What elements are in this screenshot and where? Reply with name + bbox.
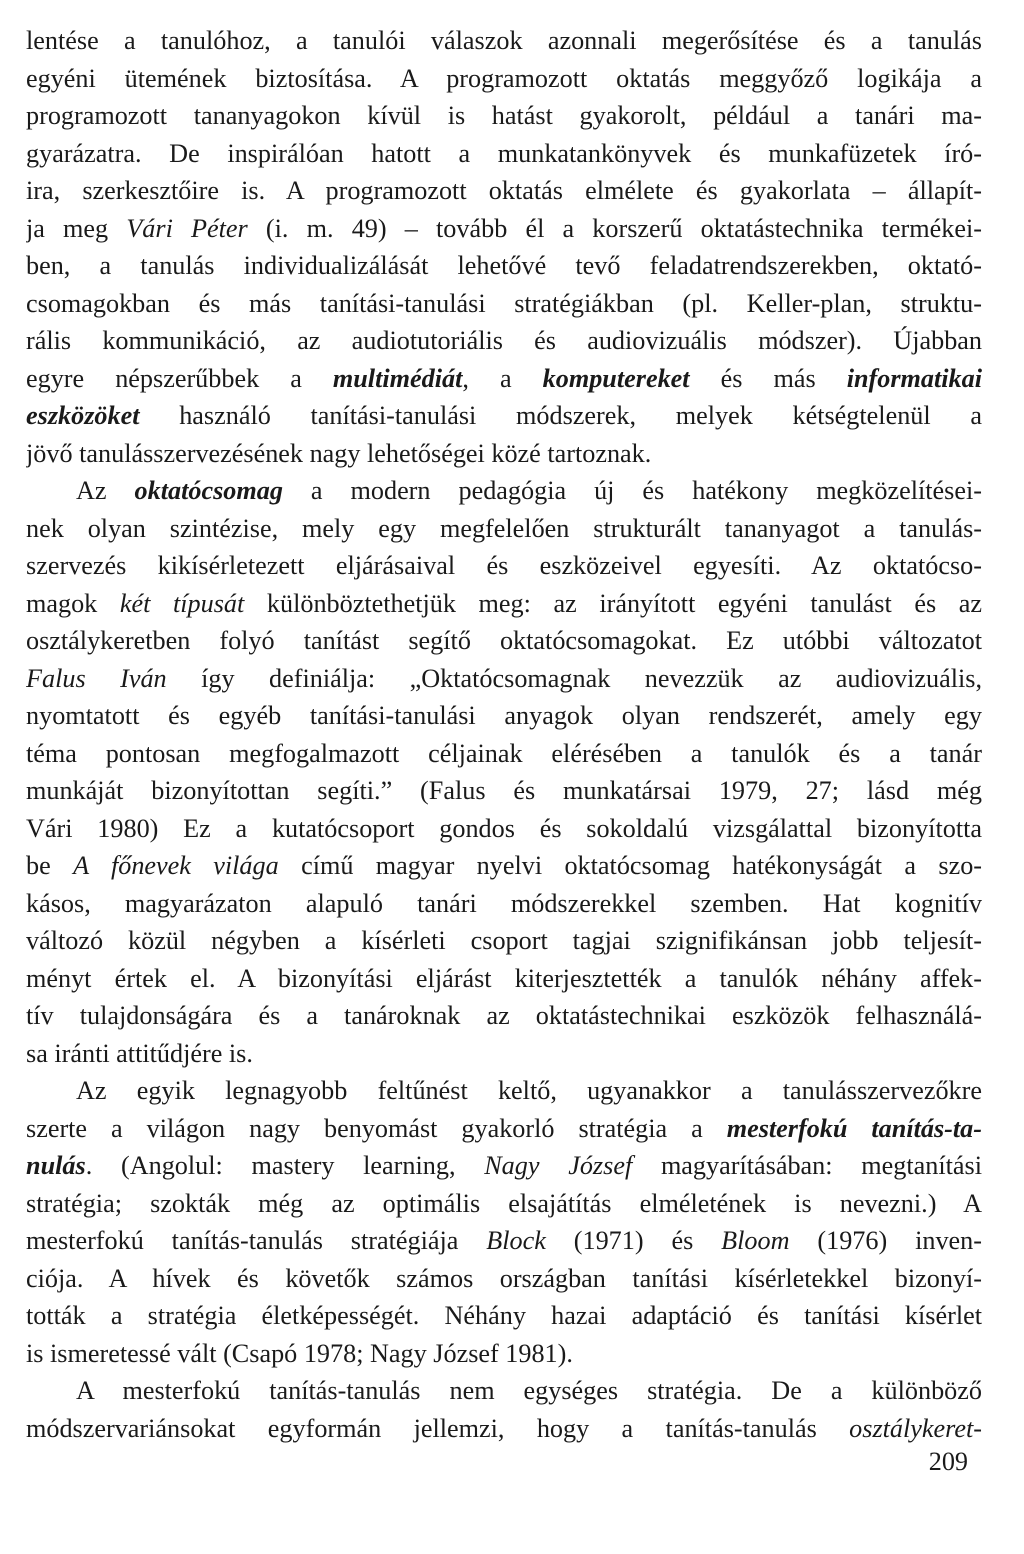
text-span: (i. m. 49) – tovább él a korszerű oktatástechnika termékei- — [247, 213, 982, 243]
bold-italic-term: mesterfokú tanítás-ta- — [726, 1113, 982, 1143]
text-line — [26, 622, 982, 660]
text-span: a modern pedagógia új és hatékony megközelítései- — [282, 476, 982, 505]
text-span: egyéni ütemének biztosítása. A programozott oktatás meggyőző logikája a — [26, 63, 982, 93]
text-line — [26, 847, 982, 885]
text-line — [26, 172, 982, 210]
text-span: . (Angolul: mastery learning, — [85, 1151, 485, 1180]
text-line — [26, 660, 982, 698]
text-line — [26, 1297, 982, 1335]
text-span: szerte a világon nagy benyomást gyakorló stratégia a — [26, 1113, 727, 1143]
text-span: nyomtatott és egyéb tanítási-tanulási anyagok olyan rendszerét, amely egy — [26, 701, 982, 730]
text-span: jövő tanulásszervezésének nagy lehetőségei közé tartoznak. — [26, 438, 652, 468]
text-span: kásos, magyarázaton alapuló tanári módszerekkel szemben. Hat kognitív — [26, 888, 982, 918]
bold-italic-term: oktatócsomag — [134, 476, 283, 505]
text-span: csomagokban és más tanítási-tanulási stratégiákban (pl. Keller-plan, struktu- — [26, 288, 982, 318]
text-line — [26, 697, 982, 735]
text-line — [26, 1372, 982, 1410]
italic-text: Falus Iván — [26, 663, 167, 693]
text-span: így definiálja: „Oktatócsomagnak nevezzük az audiovizuális, — [166, 663, 982, 693]
text-line — [26, 472, 982, 510]
text-line — [26, 22, 982, 60]
text-line — [26, 1072, 982, 1110]
text-span: téma pontosan megfogalmazott céljainak elérésében a tanulók és a tanár — [26, 738, 982, 768]
text-span: különböztethetjük meg: az irányított egyéni tanulást és az — [244, 588, 982, 618]
text-line — [26, 1222, 982, 1260]
text-line — [26, 1335, 982, 1373]
text-span: tották a stratégia életképességét. Néhány hazai adaptáció és tanítási kísérlet — [26, 1301, 982, 1330]
text-span: be — [26, 851, 74, 880]
text-span: is ismeretessé vált (Csapó 1978; Nagy József 1981). — [26, 1338, 573, 1368]
text-line — [26, 1410, 982, 1448]
text-span: magok — [26, 588, 120, 618]
italic-text: osztálykeret- — [849, 1413, 982, 1443]
text-line — [26, 585, 982, 623]
italic-text: Vári Péter — [126, 213, 248, 243]
text-span: egyre népszerűbbek a — [26, 363, 333, 393]
text-span: ben, a tanulás individualizálását lehetővé tevő feladatrendszerekben, oktató- — [26, 251, 982, 280]
text-line — [26, 997, 982, 1035]
text-span: ményt értek el. A bizonyítási eljárást kiterjesztették a tanulók néhány affek- — [26, 963, 982, 993]
text-span: tív tulajdonságára és a tanároknak az oktatástechnikai eszközök felhasználá- — [26, 1001, 982, 1030]
text-span: magyarításában: megtanítási — [632, 1151, 982, 1180]
bold-italic-term: informatikai — [846, 363, 982, 393]
text-span: ira, szerkesztőire is. A programozott oktatás elmélete és gyakorlata – állapít- — [26, 176, 982, 205]
text-line — [26, 1035, 982, 1073]
text-span: (1976) inven- — [789, 1226, 982, 1255]
text-line — [26, 435, 982, 473]
text-line — [26, 135, 982, 173]
text-span: lentése a tanulóhoz, a tanulói válaszok azonnali megerősítése és a tanulás — [26, 26, 982, 55]
text-line — [26, 922, 982, 960]
text-span: mesterfokú tanítás-tanulás stratégiája — [26, 1226, 487, 1255]
text-span: ciója. A hívek és követők számos országban tanítási kísérletekkel bizonyí- — [26, 1263, 982, 1293]
italic-text: két típusát — [119, 588, 245, 618]
text-span: Az egyik legnagyobb feltűnést keltő, ugyanakkor a tanulásszervezőkre — [76, 1076, 982, 1105]
text-line — [26, 885, 982, 923]
text-span: Vári 1980) Ez a kutatócsoport gondos és sokoldalú vizsgálattal bizonyította — [26, 813, 982, 843]
text-span: (1971) és — [545, 1226, 722, 1255]
text-span: nek olyan szintézise, mely egy megfelelően strukturált tananyagot a tanulás- — [26, 513, 982, 543]
italic-text: A főnevek világa — [73, 851, 279, 880]
text-line — [26, 510, 982, 548]
bold-italic-term: komputereket — [542, 363, 690, 393]
text-span: sa iránti attitűdjére is. — [26, 1038, 253, 1068]
text-span: ja meg — [26, 213, 127, 243]
page-number: 209 — [928, 1447, 968, 1476]
text-span: változó közül négyben a kísérleti csoport tagjai szignifikánsan jobb teljesít- — [26, 926, 982, 955]
text-span: A mesterfokú tanítás-tanulás nem egységes stratégia. De a különböző — [76, 1376, 982, 1405]
text-span: rális kommunikáció, az audiotutoriális és audiovizuális módszer). Újabban — [26, 326, 982, 355]
text-span: munkáját bizonyítottan segíti.” (Falus és munkatársai 1979, 27; lásd még — [26, 776, 982, 805]
text-line — [26, 210, 982, 248]
text-span: módszervariánsokat egyformán jellemzi, hogy a tanítás-tanulás — [26, 1413, 850, 1443]
text-span: gyarázatra. De inspirálóan hatott a munkatankönyvek és munkafüzetek író- — [26, 138, 982, 168]
text-line — [26, 735, 982, 773]
text-line — [26, 360, 982, 398]
text-span: Az — [76, 476, 135, 505]
text-line — [26, 772, 982, 810]
text-span: használó tanítási-tanulási módszerek, melyek kétségtelenül a — [139, 401, 982, 430]
text-span: című magyar nyelvi oktatócsomag hatékonyságát a szo- — [278, 851, 982, 880]
text-line — [26, 1185, 982, 1223]
page-body — [26, 22, 982, 1447]
text-line — [26, 1110, 982, 1148]
text-line — [26, 1147, 982, 1185]
text-span: , a — [462, 363, 543, 393]
text-line — [26, 60, 982, 98]
italic-text: Bloom — [721, 1226, 790, 1255]
text-span: osztálykeretben folyó tanítást segítő oktatócsomagokat. Ez utóbbi változatot — [26, 626, 982, 655]
text-line — [26, 97, 982, 135]
italic-text: Nagy József — [484, 1151, 633, 1180]
text-span: és más — [689, 363, 847, 393]
text-line — [26, 397, 982, 435]
text-line — [26, 810, 982, 848]
text-line — [26, 285, 982, 323]
italic-text: Block — [486, 1226, 546, 1255]
text-line — [26, 247, 982, 285]
text-span: stratégia; szokták még az optimális elsajátítás elméletének is nevezni.) A — [26, 1188, 982, 1218]
text-span: programozott tananyagokon kívül is hatást gyakorolt, például a tanári ma- — [26, 101, 982, 130]
bold-italic-term: nulás — [26, 1151, 86, 1180]
text-line — [26, 960, 982, 998]
text-line — [26, 1260, 982, 1298]
bold-italic-term: multimédiát — [332, 363, 463, 393]
bold-italic-term: eszközöket — [26, 401, 140, 430]
text-span: szervezés kikísérletezett eljárásaival és eszközeivel egyesíti. Az oktatócso- — [26, 551, 982, 580]
text-line — [26, 547, 982, 585]
text-line — [26, 322, 982, 360]
